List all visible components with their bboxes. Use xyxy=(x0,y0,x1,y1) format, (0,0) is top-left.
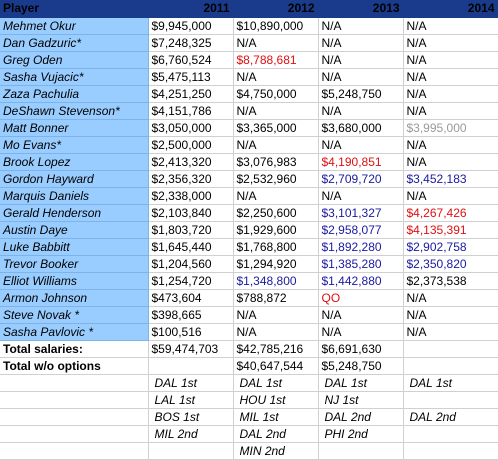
draft-pick-cell[interactable]: DAL 2nd xyxy=(318,408,403,425)
player-name-cell[interactable]: Gordon Hayward xyxy=(0,170,148,187)
table-row xyxy=(0,85,498,102)
salary-cell[interactable]: N/A xyxy=(403,51,498,68)
table-row xyxy=(0,221,498,238)
salary-cell[interactable]: $2,338,000 xyxy=(148,187,233,204)
table-row xyxy=(0,51,498,68)
table-row xyxy=(0,187,498,204)
header-player[interactable]: Player xyxy=(0,0,148,17)
empty-cell[interactable] xyxy=(0,408,148,425)
salary-cell[interactable]: $2,356,320 xyxy=(148,170,233,187)
salary-cell[interactable]: N/A xyxy=(403,17,498,34)
player-name-cell[interactable]: Matt Bonner xyxy=(0,119,148,136)
salary-cell[interactable]: N/A xyxy=(403,102,498,119)
draft-pick-cell[interactable]: DAL 1st xyxy=(233,374,318,391)
player-name-cell[interactable]: Armon Johnson xyxy=(0,289,148,306)
table-row xyxy=(0,170,498,187)
salary-cell[interactable]: $2,250,600 xyxy=(233,204,318,221)
draft-pick-row xyxy=(0,408,498,425)
salary-cell[interactable]: $4,251,250 xyxy=(148,85,233,102)
table-row xyxy=(0,204,498,221)
salary-cell[interactable]: N/A xyxy=(318,323,403,340)
totals-cell[interactable]: $59,474,703 xyxy=(148,340,233,357)
player-name-cell[interactable]: Elliot Williams xyxy=(0,272,148,289)
salary-cell[interactable]: $3,101,327 xyxy=(318,204,403,221)
salary-cell[interactable]: $3,680,000 xyxy=(318,119,403,136)
salary-cell[interactable]: $2,532,960 xyxy=(233,170,318,187)
salary-cell[interactable]: $7,248,325 xyxy=(148,34,233,51)
salary-cell[interactable]: $8,788,681 xyxy=(233,51,318,68)
salary-cell[interactable]: N/A xyxy=(403,289,498,306)
salary-cell[interactable]: N/A xyxy=(403,85,498,102)
player-name-cell[interactable]: Mehmet Okur xyxy=(0,17,148,34)
table-row xyxy=(0,238,498,255)
draft-pick-cell[interactable]: PHI 2nd xyxy=(318,425,403,442)
totals-cell[interactable] xyxy=(148,357,233,374)
draft-pick-cell[interactable] xyxy=(403,442,498,459)
salary-cell[interactable]: $2,413,320 xyxy=(148,153,233,170)
table-row xyxy=(0,323,498,340)
totals-row xyxy=(0,357,498,374)
salary-cell[interactable]: $3,076,983 xyxy=(233,153,318,170)
draft-pick-cell[interactable]: NJ 1st xyxy=(318,391,403,408)
salary-cell[interactable]: N/A xyxy=(233,187,318,204)
draft-pick-cell[interactable] xyxy=(148,442,233,459)
salary-cell[interactable]: $398,665 xyxy=(148,306,233,323)
table-row xyxy=(0,289,498,306)
player-name-cell[interactable]: Dan Gadzuric* xyxy=(0,34,148,51)
table-row xyxy=(0,68,498,85)
totals-label-cell[interactable]: Total salaries: xyxy=(0,340,148,357)
table-row xyxy=(0,136,498,153)
draft-pick-row xyxy=(0,425,498,442)
draft-pick-cell[interactable]: MIL 2nd xyxy=(148,425,233,442)
salary-cell[interactable]: $6,760,524 xyxy=(148,51,233,68)
salary-cell[interactable]: N/A xyxy=(318,68,403,85)
salary-cell[interactable]: $3,050,000 xyxy=(148,119,233,136)
salary-cell[interactable]: $5,248,750 xyxy=(318,85,403,102)
player-name-cell[interactable]: Mo Evans* xyxy=(0,136,148,153)
salary-cell[interactable]: $1,645,440 xyxy=(148,238,233,255)
player-name-cell[interactable]: Trevor Booker xyxy=(0,255,148,272)
salary-cell[interactable]: N/A xyxy=(403,68,498,85)
salary-cell[interactable]: N/A xyxy=(318,17,403,34)
salary-cell[interactable]: N/A xyxy=(233,102,318,119)
draft-pick-cell[interactable]: MIL 1st xyxy=(233,408,318,425)
totals-cell[interactable]: $42,785,216 xyxy=(233,340,318,357)
salary-cell[interactable]: N/A xyxy=(403,306,498,323)
draft-pick-row xyxy=(0,442,498,459)
table-row xyxy=(0,272,498,289)
salary-cell[interactable]: $3,452,183 xyxy=(403,170,498,187)
salary-cell[interactable]: $2,500,000 xyxy=(148,136,233,153)
table-row xyxy=(0,34,498,51)
salary-cell[interactable]: $2,709,720 xyxy=(318,170,403,187)
salary-cell[interactable]: N/A xyxy=(233,306,318,323)
salary-cell[interactable]: N/A xyxy=(318,187,403,204)
header-row xyxy=(0,0,498,17)
salary-cell[interactable]: N/A xyxy=(233,68,318,85)
header-2014[interactable]: 2014 xyxy=(403,0,498,17)
totals-cell[interactable]: $40,647,544 xyxy=(233,357,318,374)
draft-pick-cell[interactable]: DAL 1st xyxy=(148,374,233,391)
draft-pick-cell[interactable]: DAL 1st xyxy=(403,374,498,391)
salary-cell[interactable]: $1,254,720 xyxy=(148,272,233,289)
player-name-cell[interactable]: Sasha Vujacic* xyxy=(0,68,148,85)
salary-cell[interactable]: $3,365,000 xyxy=(233,119,318,136)
salary-cell[interactable]: $100,516 xyxy=(148,323,233,340)
salary-cell[interactable]: $10,890,000 xyxy=(233,17,318,34)
draft-pick-cell[interactable] xyxy=(318,442,403,459)
player-name-cell[interactable]: DeShawn Stevenson* xyxy=(0,102,148,119)
salary-cell[interactable]: $2,902,758 xyxy=(403,238,498,255)
draft-pick-cell[interactable]: DAL 1st xyxy=(318,374,403,391)
salary-cell[interactable]: $5,475,113 xyxy=(148,68,233,85)
salary-cell[interactable]: $1,204,560 xyxy=(148,255,233,272)
player-name-cell[interactable]: Austin Daye xyxy=(0,221,148,238)
salary-cell[interactable]: $4,151,786 xyxy=(148,102,233,119)
totals-cell[interactable] xyxy=(403,357,498,374)
salary-cell[interactable]: $2,958,077 xyxy=(318,221,403,238)
salary-cell[interactable]: $1,348,800 xyxy=(233,272,318,289)
salary-cell[interactable]: N/A xyxy=(403,153,498,170)
empty-cell[interactable] xyxy=(0,425,148,442)
salary-cell[interactable]: $2,103,840 xyxy=(148,204,233,221)
empty-cell[interactable] xyxy=(0,391,148,408)
salary-cell[interactable]: N/A xyxy=(318,51,403,68)
salary-cell[interactable]: $1,385,280 xyxy=(318,255,403,272)
totals-label-cell[interactable]: Total w/o options xyxy=(0,357,148,374)
salary-cell[interactable]: $9,945,000 xyxy=(148,17,233,34)
salary-cell[interactable]: N/A xyxy=(403,323,498,340)
salary-cell[interactable]: $1,442,880 xyxy=(318,272,403,289)
salary-cell[interactable]: N/A xyxy=(318,306,403,323)
header-2012[interactable]: 2012 xyxy=(233,0,318,17)
draft-pick-cell[interactable]: BOS 1st xyxy=(148,408,233,425)
table-row xyxy=(0,119,498,136)
draft-pick-cell[interactable] xyxy=(403,425,498,442)
salary-cell[interactable]: N/A xyxy=(233,323,318,340)
salary-cell[interactable]: $4,190,851 xyxy=(318,153,403,170)
draft-pick-row xyxy=(0,391,498,408)
draft-pick-row xyxy=(0,374,498,391)
totals-cell[interactable] xyxy=(403,340,498,357)
draft-pick-cell[interactable]: HOU 1st xyxy=(233,391,318,408)
table-row xyxy=(0,102,498,119)
salary-cell[interactable]: $3,995,000 xyxy=(403,119,498,136)
salary-cell[interactable]: $4,267,426 xyxy=(403,204,498,221)
salary-cell[interactable]: N/A xyxy=(318,102,403,119)
player-name-cell[interactable]: Greg Oden xyxy=(0,51,148,68)
draft-pick-cell[interactable]: LAL 1st xyxy=(148,391,233,408)
header-2013[interactable]: 2013 xyxy=(318,0,403,17)
salary-cell[interactable]: $4,750,000 xyxy=(233,85,318,102)
salary-cell[interactable]: N/A xyxy=(403,187,498,204)
draft-pick-cell[interactable]: DAL 2nd xyxy=(403,408,498,425)
player-name-cell[interactable]: Zaza Pachulia xyxy=(0,85,148,102)
player-name-cell[interactable]: Steve Novak * xyxy=(0,306,148,323)
draft-pick-cell[interactable]: MIN 2nd xyxy=(233,442,318,459)
salary-cell[interactable]: $1,892,280 xyxy=(318,238,403,255)
totals-cell[interactable]: $6,691,630 xyxy=(318,340,403,357)
header-2011[interactable]: 2011 xyxy=(148,0,233,17)
salary-cell[interactable]: $4,135,391 xyxy=(403,221,498,238)
player-name-cell[interactable]: Luke Babbitt xyxy=(0,238,148,255)
player-name-cell[interactable]: Sasha Pavlovic * xyxy=(0,323,148,340)
player-name-cell[interactable]: Brook Lopez xyxy=(0,153,148,170)
salary-cell[interactable]: N/A xyxy=(318,136,403,153)
salary-cell[interactable]: QO xyxy=(318,289,403,306)
salary-cell[interactable]: N/A xyxy=(233,34,318,51)
salary-cell[interactable]: $2,373,538 xyxy=(403,272,498,289)
player-name-cell[interactable]: Marquis Daniels xyxy=(0,187,148,204)
salary-cell[interactable]: $1,294,920 xyxy=(233,255,318,272)
table-row xyxy=(0,255,498,272)
salary-cell[interactable]: N/A xyxy=(403,34,498,51)
table-row xyxy=(0,17,498,34)
totals-cell[interactable]: $5,248,750 xyxy=(318,357,403,374)
salary-cell[interactable]: N/A xyxy=(233,136,318,153)
empty-cell[interactable] xyxy=(0,374,148,391)
totals-row xyxy=(0,340,498,357)
draft-pick-cell[interactable] xyxy=(403,391,498,408)
player-name-cell[interactable]: Gerald Henderson xyxy=(0,204,148,221)
salary-cell[interactable]: N/A xyxy=(318,34,403,51)
draft-pick-cell[interactable]: DAL 2nd xyxy=(233,425,318,442)
salary-cell[interactable]: $1,803,720 xyxy=(148,221,233,238)
table-row xyxy=(0,153,498,170)
table-body xyxy=(0,17,498,459)
salary-cell[interactable]: $1,768,800 xyxy=(233,238,318,255)
salary-cell[interactable]: $1,929,600 xyxy=(233,221,318,238)
table-row xyxy=(0,306,498,323)
salary-cell[interactable]: $473,604 xyxy=(148,289,233,306)
salary-cell[interactable]: $2,350,820 xyxy=(403,255,498,272)
empty-cell[interactable] xyxy=(0,442,148,459)
salary-cell[interactable]: N/A xyxy=(403,136,498,153)
salary-cell[interactable]: $788,872 xyxy=(233,289,318,306)
